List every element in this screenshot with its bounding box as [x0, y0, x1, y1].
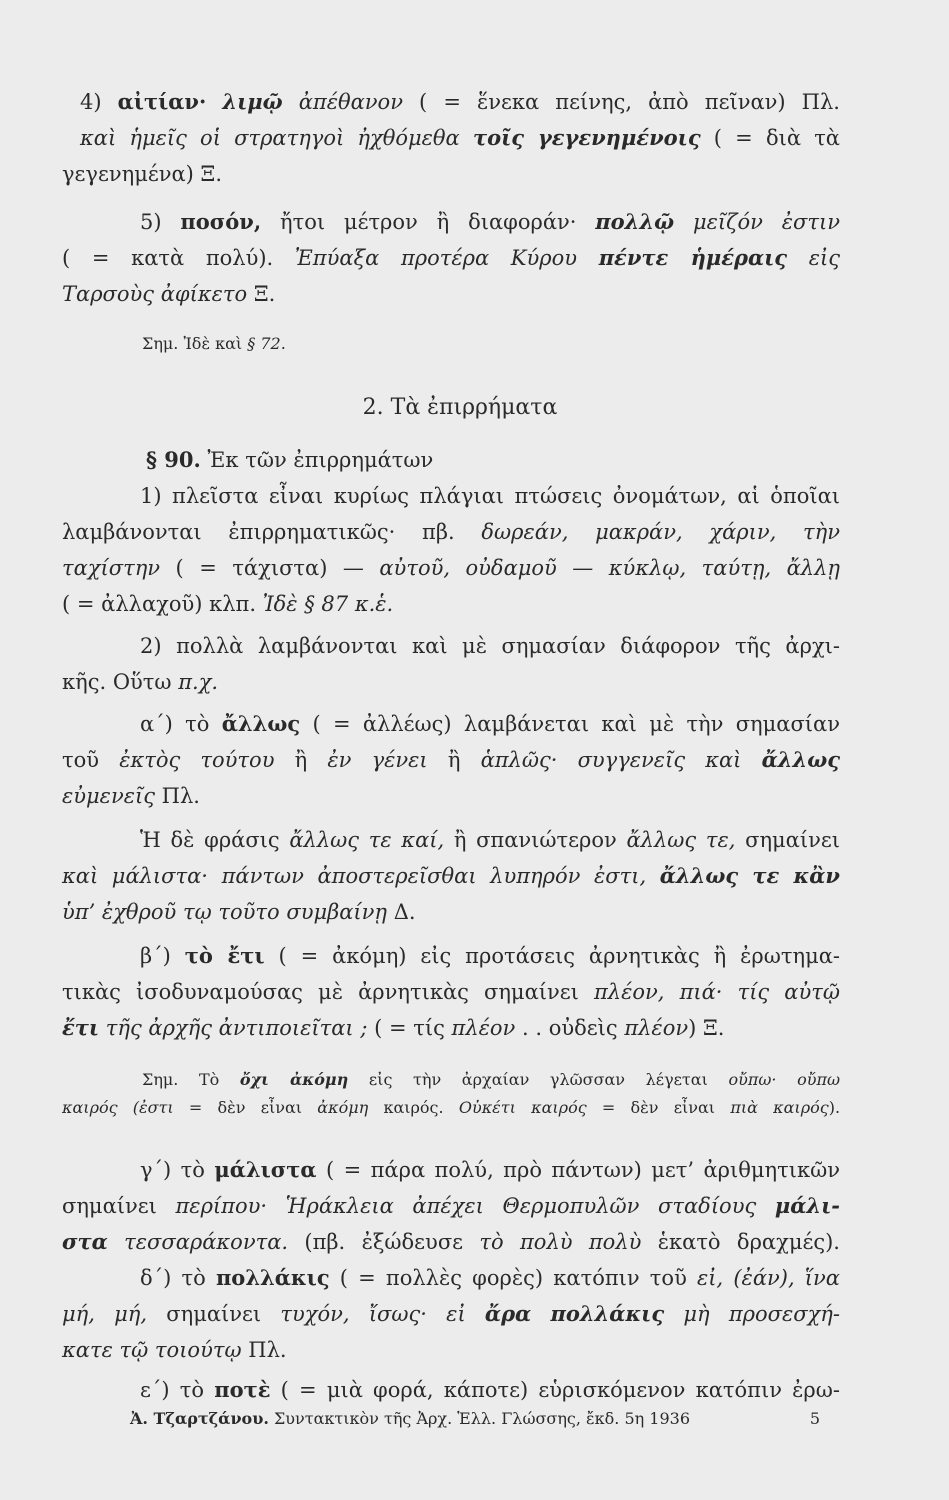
section-number: § 90. — [146, 447, 201, 472]
text-line-20 — [62, 862, 840, 890]
text-segment: κατε τῷ τοιούτῳ — [62, 1338, 242, 1362]
text-segment: γ´) τὸ — [140, 1158, 215, 1182]
text-segment: α´) τὸ — [140, 712, 222, 736]
text-segment — [99, 1016, 106, 1040]
text-line-19 — [80, 826, 840, 854]
text-segment: ταχίστην — [62, 556, 161, 580]
text-segment — [531, 1302, 550, 1326]
text-segment: ( = τίς — [367, 1016, 452, 1040]
text-segment: π.χ. — [178, 670, 219, 694]
text-line-28 — [62, 1192, 840, 1220]
text-segment: σημαίνει — [62, 1194, 176, 1218]
text-segment — [460, 126, 473, 150]
text-segment: ( = μιὰ φορά, κάποτε) εὑρισκόμενον κατόπιν ἐρω- — [270, 1378, 840, 1402]
text-segment: τὸ πολὺ πολὺ — [479, 1230, 642, 1254]
text-segment: τικὰς ἰσοδυναμούσας μὲ ἀρνητικὰς σημαίνει — [62, 980, 594, 1004]
text-segment: ( = διὰ τὰ — [700, 126, 840, 150]
text-segment: Σημ. Τὸ — [142, 1070, 240, 1089]
text-segment: 5) — [140, 210, 181, 234]
text-segment — [206, 90, 222, 114]
text-segment: πιὰ καιρός — [730, 1098, 829, 1117]
text-segment: ἄρα — [484, 1301, 532, 1326]
text-line-6 — [62, 280, 822, 308]
text-line-30 — [80, 1264, 840, 1292]
text-segment — [466, 1302, 485, 1326]
text-segment: (πβ. ἐξώδευσε — [288, 1230, 480, 1254]
text-line-22 — [80, 942, 840, 970]
section-heading — [80, 394, 840, 422]
text-segment: ( = πολλὲς φορὲς) κατόπιν τοῦ — [329, 1266, 698, 1290]
text-segment: Σημ. Ἰδὲ καὶ — [142, 334, 248, 353]
text-segment: ἄλλως τε, — [626, 828, 736, 852]
text-line-16 — [80, 710, 840, 738]
text-line-14 — [80, 632, 840, 660]
text-segment: αἰτίαν· — [117, 89, 207, 114]
text-segment: ε´) τὸ — [140, 1378, 215, 1402]
text-segment: ἄλλως — [221, 711, 301, 736]
text-segment: Πλ. — [154, 784, 200, 808]
note-line — [62, 1094, 840, 1122]
note-line — [142, 330, 902, 358]
text-segment: ἐν γένει — [327, 748, 428, 772]
text-segment: τεσσαράκοντα. — [124, 1230, 289, 1254]
text-line-13 — [62, 590, 822, 618]
text-segment: Οὐκέτι καιρός — [458, 1098, 587, 1117]
text-segment: μὴ προσεσχή- — [683, 1302, 840, 1326]
text-segment: ἔτι — [62, 1015, 100, 1040]
text-segment: = δὲν εἶναι — [586, 1098, 731, 1117]
text-segment: 2. Τὰ ἐπιρρήματα — [362, 395, 558, 420]
text-segment: ἀκόμη — [317, 1098, 369, 1117]
text-segment — [674, 210, 693, 234]
text-segment: 1) πλεῖστα εἶναι κυρίως πλάγιαι πτώσεις ὀνομάτων, αἱ ὁποῖαι — [140, 484, 840, 508]
text-line-23 — [62, 978, 840, 1006]
text-segment: 4) — [80, 90, 118, 114]
text-line-33 — [80, 1376, 840, 1404]
text-segment: μάλιστα — [214, 1157, 317, 1182]
text-segment: ποτὲ — [214, 1377, 271, 1402]
text-segment — [283, 90, 299, 114]
text-segment: πλέον — [451, 1016, 516, 1040]
text-segment: ἑκατὸ δραχμές). — [641, 1230, 840, 1254]
text-segment: Πλ. — [241, 1338, 287, 1362]
page-footer — [130, 1408, 820, 1430]
text-segment: ἄλλως τε καί, — [289, 828, 445, 852]
text-segment: γεγενημένα) Ξ. — [62, 162, 223, 186]
text-segment: ἢ — [274, 748, 328, 772]
paragraph-90-line — [146, 446, 906, 474]
text-segment — [108, 1230, 124, 1254]
text-line-2 — [80, 124, 840, 152]
text-segment: στα — [62, 1229, 108, 1254]
text-line-24 — [62, 1014, 822, 1042]
text-segment — [664, 1302, 683, 1326]
text-segment: ποσόν, — [180, 209, 262, 234]
text-segment: ( = ἀλλαχοῦ) κλπ. — [62, 592, 263, 616]
text-segment: ὑπ’ ἐχθροῦ τῳ τοῦτο συμβαίνῃ — [62, 900, 388, 924]
text-segment — [577, 246, 599, 270]
text-line-11 — [62, 518, 840, 546]
text-segment: ἁπλῶς· συγγενεῖς καὶ — [480, 748, 742, 772]
text-segment: ἄλλως — [761, 747, 840, 772]
text-segment: ( = πάρα πολύ, πρὸ πάντων) μετ’ ἀριθμητικῶν — [316, 1158, 840, 1182]
text-segment: ἄλλως τε κἂν — [659, 863, 841, 888]
text-segment: ). — [828, 1098, 841, 1117]
text-segment: 2) πολλὰ λαμβάνονται καὶ μὲ σημασίαν διάφορον τῆς ἀρχι- — [140, 634, 840, 658]
text-line-5 — [62, 244, 840, 272]
text-segment: μάλι- — [774, 1193, 840, 1218]
text-segment: ἤτοι μέτρον ἢ διαφοράν· — [261, 210, 577, 234]
text-segment: δωρεάν, μακράν, χάριν, τὴν — [481, 520, 840, 544]
footer-title: Συντακτικὸν τῆς Ἀρχ. Ἑλλ. Γλώσσης, ἔκδ. 5η 1936 — [268, 1409, 691, 1428]
text-line-32 — [62, 1336, 822, 1364]
text-segment: τὸ ἔτι — [184, 943, 265, 968]
text-segment: ἢ — [427, 748, 481, 772]
text-line-29 — [62, 1228, 840, 1256]
text-line-27 — [80, 1156, 840, 1184]
text-line-1 — [80, 88, 840, 116]
text-line-18 — [62, 782, 822, 810]
text-segment: Ἡ δὲ φράσις — [140, 828, 290, 852]
text-segment: § 72. — [247, 334, 286, 353]
text-segment: ἴσως· εἰ — [368, 1302, 466, 1326]
text-segment: Δ. — [387, 900, 416, 924]
text-segment: μεῖζόν ἐστιν — [692, 210, 840, 234]
text-segment: εὐμενεῖς — [62, 784, 155, 808]
text-segment: περίπου· Ἡράκλεια ἀπέχει Θερμοπυλῶν σταδίους — [175, 1194, 757, 1218]
footer-author: Ἀ. Τζαρτζάνου. — [130, 1409, 269, 1428]
text-segment: πολλάκις — [550, 1301, 665, 1326]
text-segment — [350, 1302, 369, 1326]
text-segment — [576, 210, 595, 234]
text-segment: τῆς ἀρχῆς ἀντιποιεῖται ; — [105, 1016, 368, 1040]
text-segment: Ἐκ τῶν ἐπιρρημάτων — [200, 448, 434, 472]
text-segment: ἀπέθανον — [298, 90, 403, 114]
text-segment — [646, 864, 660, 888]
text-segment: πλέον — [624, 1016, 689, 1040]
text-segment: κῆς. Οὕτω — [62, 670, 179, 694]
note-line — [142, 1066, 840, 1094]
text-segment: ( = τάχιστα) — — [160, 556, 380, 580]
text-segment: ) Ξ. — [688, 1016, 725, 1040]
text-segment: ( = ἀκόμη) εἰς προτάσεις ἀρνητικὰς ἢ ἐρωτημα- — [264, 944, 840, 968]
text-line-21 — [62, 898, 822, 926]
text-segment: τυχόν, — [280, 1302, 350, 1326]
text-segment: β´) — [140, 944, 185, 968]
text-line-31 — [62, 1300, 840, 1328]
text-segment: καιρός. — [368, 1098, 459, 1117]
text-segment: πλέον, πιά· τίς αὐτῷ — [593, 980, 840, 1004]
text-segment: μή, μή, — [62, 1302, 148, 1326]
text-segment: δ´) τὸ — [140, 1266, 216, 1290]
text-segment: καὶ μάλιστα· πάντων ἀποστερεῖσθαι λυπηρόν ἐστι, — [62, 864, 647, 888]
text-segment: εἰ, (ἐάν), ἵνα — [697, 1266, 840, 1290]
text-segment — [741, 748, 761, 772]
text-segment: καιρός (ἐστι — [62, 1098, 174, 1117]
text-segment: Ἐπύαξα προτέρα Κύρου — [294, 246, 578, 270]
text-line-17 — [62, 746, 840, 774]
text-segment: σημαίνει — [735, 828, 840, 852]
text-segment: ( = ἀλλέως) λαμβάνεται καὶ μὲ τὴν σημασίαν — [300, 712, 840, 736]
text-segment: λιμῷ — [222, 89, 283, 114]
text-segment: τοῖς γεγενημένοις — [472, 125, 701, 150]
text-segment: ὄχι ἀκόμη — [239, 1070, 349, 1089]
text-line-10 — [80, 482, 840, 510]
text-segment: = δὲν εἶναι — [173, 1098, 318, 1117]
text-segment: ἢ σπανιώτερον — [444, 828, 627, 852]
text-line-15 — [62, 668, 822, 696]
page-number: 5 — [809, 1409, 820, 1428]
text-segment: εἰς — [808, 246, 840, 270]
text-segment: πολλάκις — [215, 1265, 330, 1290]
text-segment: αὐτοῦ, οὐδαμοῦ — κύκλῳ, ταύτῃ, ἄλλῃ — [379, 556, 840, 580]
text-line-12 — [62, 554, 840, 582]
text-segment: Ἰδὲ § 87 κ.ἑ. — [262, 592, 394, 616]
text-segment: πέντε ἡμέραις — [598, 245, 788, 270]
text-segment: ( = ἕνεκα πείνης, ἀπὸ πεῖναν) Πλ. — [402, 90, 840, 114]
text-segment: Ξ. — [247, 282, 276, 306]
text-segment: ἐκτὸς τούτου — [119, 748, 275, 772]
text-line-4 — [80, 208, 840, 236]
text-segment: ( = κατὰ πολύ). — [62, 246, 295, 270]
text-segment — [756, 1194, 775, 1218]
text-segment: πολλῷ — [595, 209, 675, 234]
text-segment: σημαίνει — [147, 1302, 281, 1326]
text-segment — [787, 246, 809, 270]
text-segment: οὔπω· οὔπω — [728, 1070, 841, 1089]
text-segment: λαμβάνονται ἐπιρρηματικῶς· πβ. — [62, 520, 482, 544]
text-segment: τοῦ — [62, 748, 120, 772]
text-line-3 — [62, 160, 822, 188]
text-segment: καὶ ἡμεῖς οἱ στρατηγοὶ ἠχθόμεθα — [80, 126, 460, 150]
text-segment: Ταρσοὺς ἀφίκετο — [62, 282, 248, 306]
text-segment: εἰς τὴν ἀρχαίαν γλῶσσαν λέγεται — [348, 1070, 729, 1089]
text-segment: . . οὐδεὶς — [515, 1016, 625, 1040]
